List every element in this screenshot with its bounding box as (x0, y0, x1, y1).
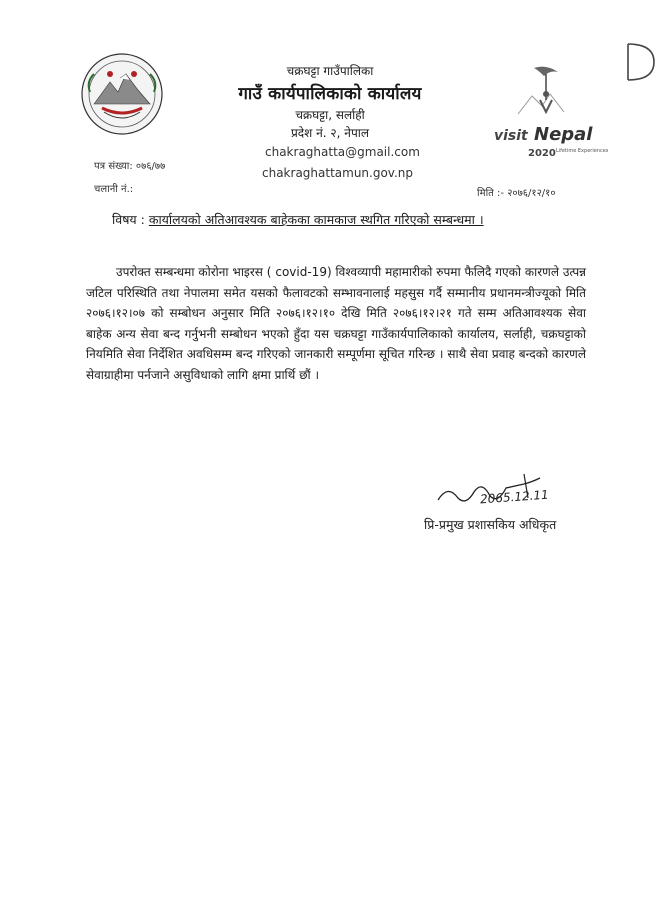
tagline-text: Lifetime Experiences (556, 148, 609, 154)
subject-label: विषय : (112, 212, 145, 227)
office-website: chakraghattamun.gov.np (262, 166, 414, 180)
nepal-text: Nepal (534, 124, 593, 145)
corner-mark (620, 40, 660, 84)
dispatch-number: चलानी नं.: (94, 184, 134, 195)
office-province: प्रदेश नं. २, नेपाल (290, 126, 370, 140)
emblem-logo (80, 52, 164, 136)
office-address: चक्रघट्टा, सर्लाही (295, 108, 365, 122)
reference-number: पत्र संख्या: ०७६/७७ (94, 161, 166, 172)
visit-nepal-logo (488, 66, 609, 164)
signature-date: 2065.12.11 (479, 487, 550, 507)
subject-line (112, 212, 582, 228)
year-text: 2020 (528, 148, 556, 159)
office-title: गाउँ कार्यपालिकाको कार्यालय (238, 84, 422, 104)
letter-date: मिति :- २०७६/१२/१० (477, 188, 556, 199)
municipality-name: चक्रघट्टा गाउँपालिका (286, 64, 374, 78)
body-paragraph: उपरोक्त सम्बन्धमा कोरोना भाइरस ( covid-19) विश्वव्यापी महामारीको रुपमा फैलिदै गएको कारणले उत्पन्न जटिल परिस्थिति तथा नेपालमा समेत यसको फैलावटको सम्भावनालाई महसुस गर्दै सम्मानीय प्रधानमन्त्रीज्यूको मिति २०७६।१२।०७ को सम्बोधन अनुसार मिति २०७६।१२।१० देखि मिति २०७६।१२।२१ गते सम्म अतिआवश्यक सेवा बाहेक अन्य सेवा बन्द गर्नुभनी सम्बोधन भएको हुँदा यस चक्रघट्टा गाउँकार्यपालिकाको कार्यालय, सर्लाही, चक्रघट्टाको नियमिति सेवा निर्देशित अवधिसम्म बन्द गरिएको जानकारी सम्पूर्णमा सूचित गरिन्छ । साथै सेवा प्रवाह बन्दको कारणले सेवाग्राहीमा पर्नजाने असुविधाको लागि क्षमा प्रार्थि छौं । (86, 265, 586, 382)
office-email: chakraghatta@gmail.com (265, 145, 420, 159)
officer-designation: प्रि-प्रमुख प्रशासकिय अधिकृत (424, 517, 557, 532)
subject-text: कार्यालयको अतिआवश्यक बाहेकका कामकाज स्थगित गरिएको सम्बन्धमा । (148, 212, 484, 227)
visit-text: visit (494, 128, 528, 144)
